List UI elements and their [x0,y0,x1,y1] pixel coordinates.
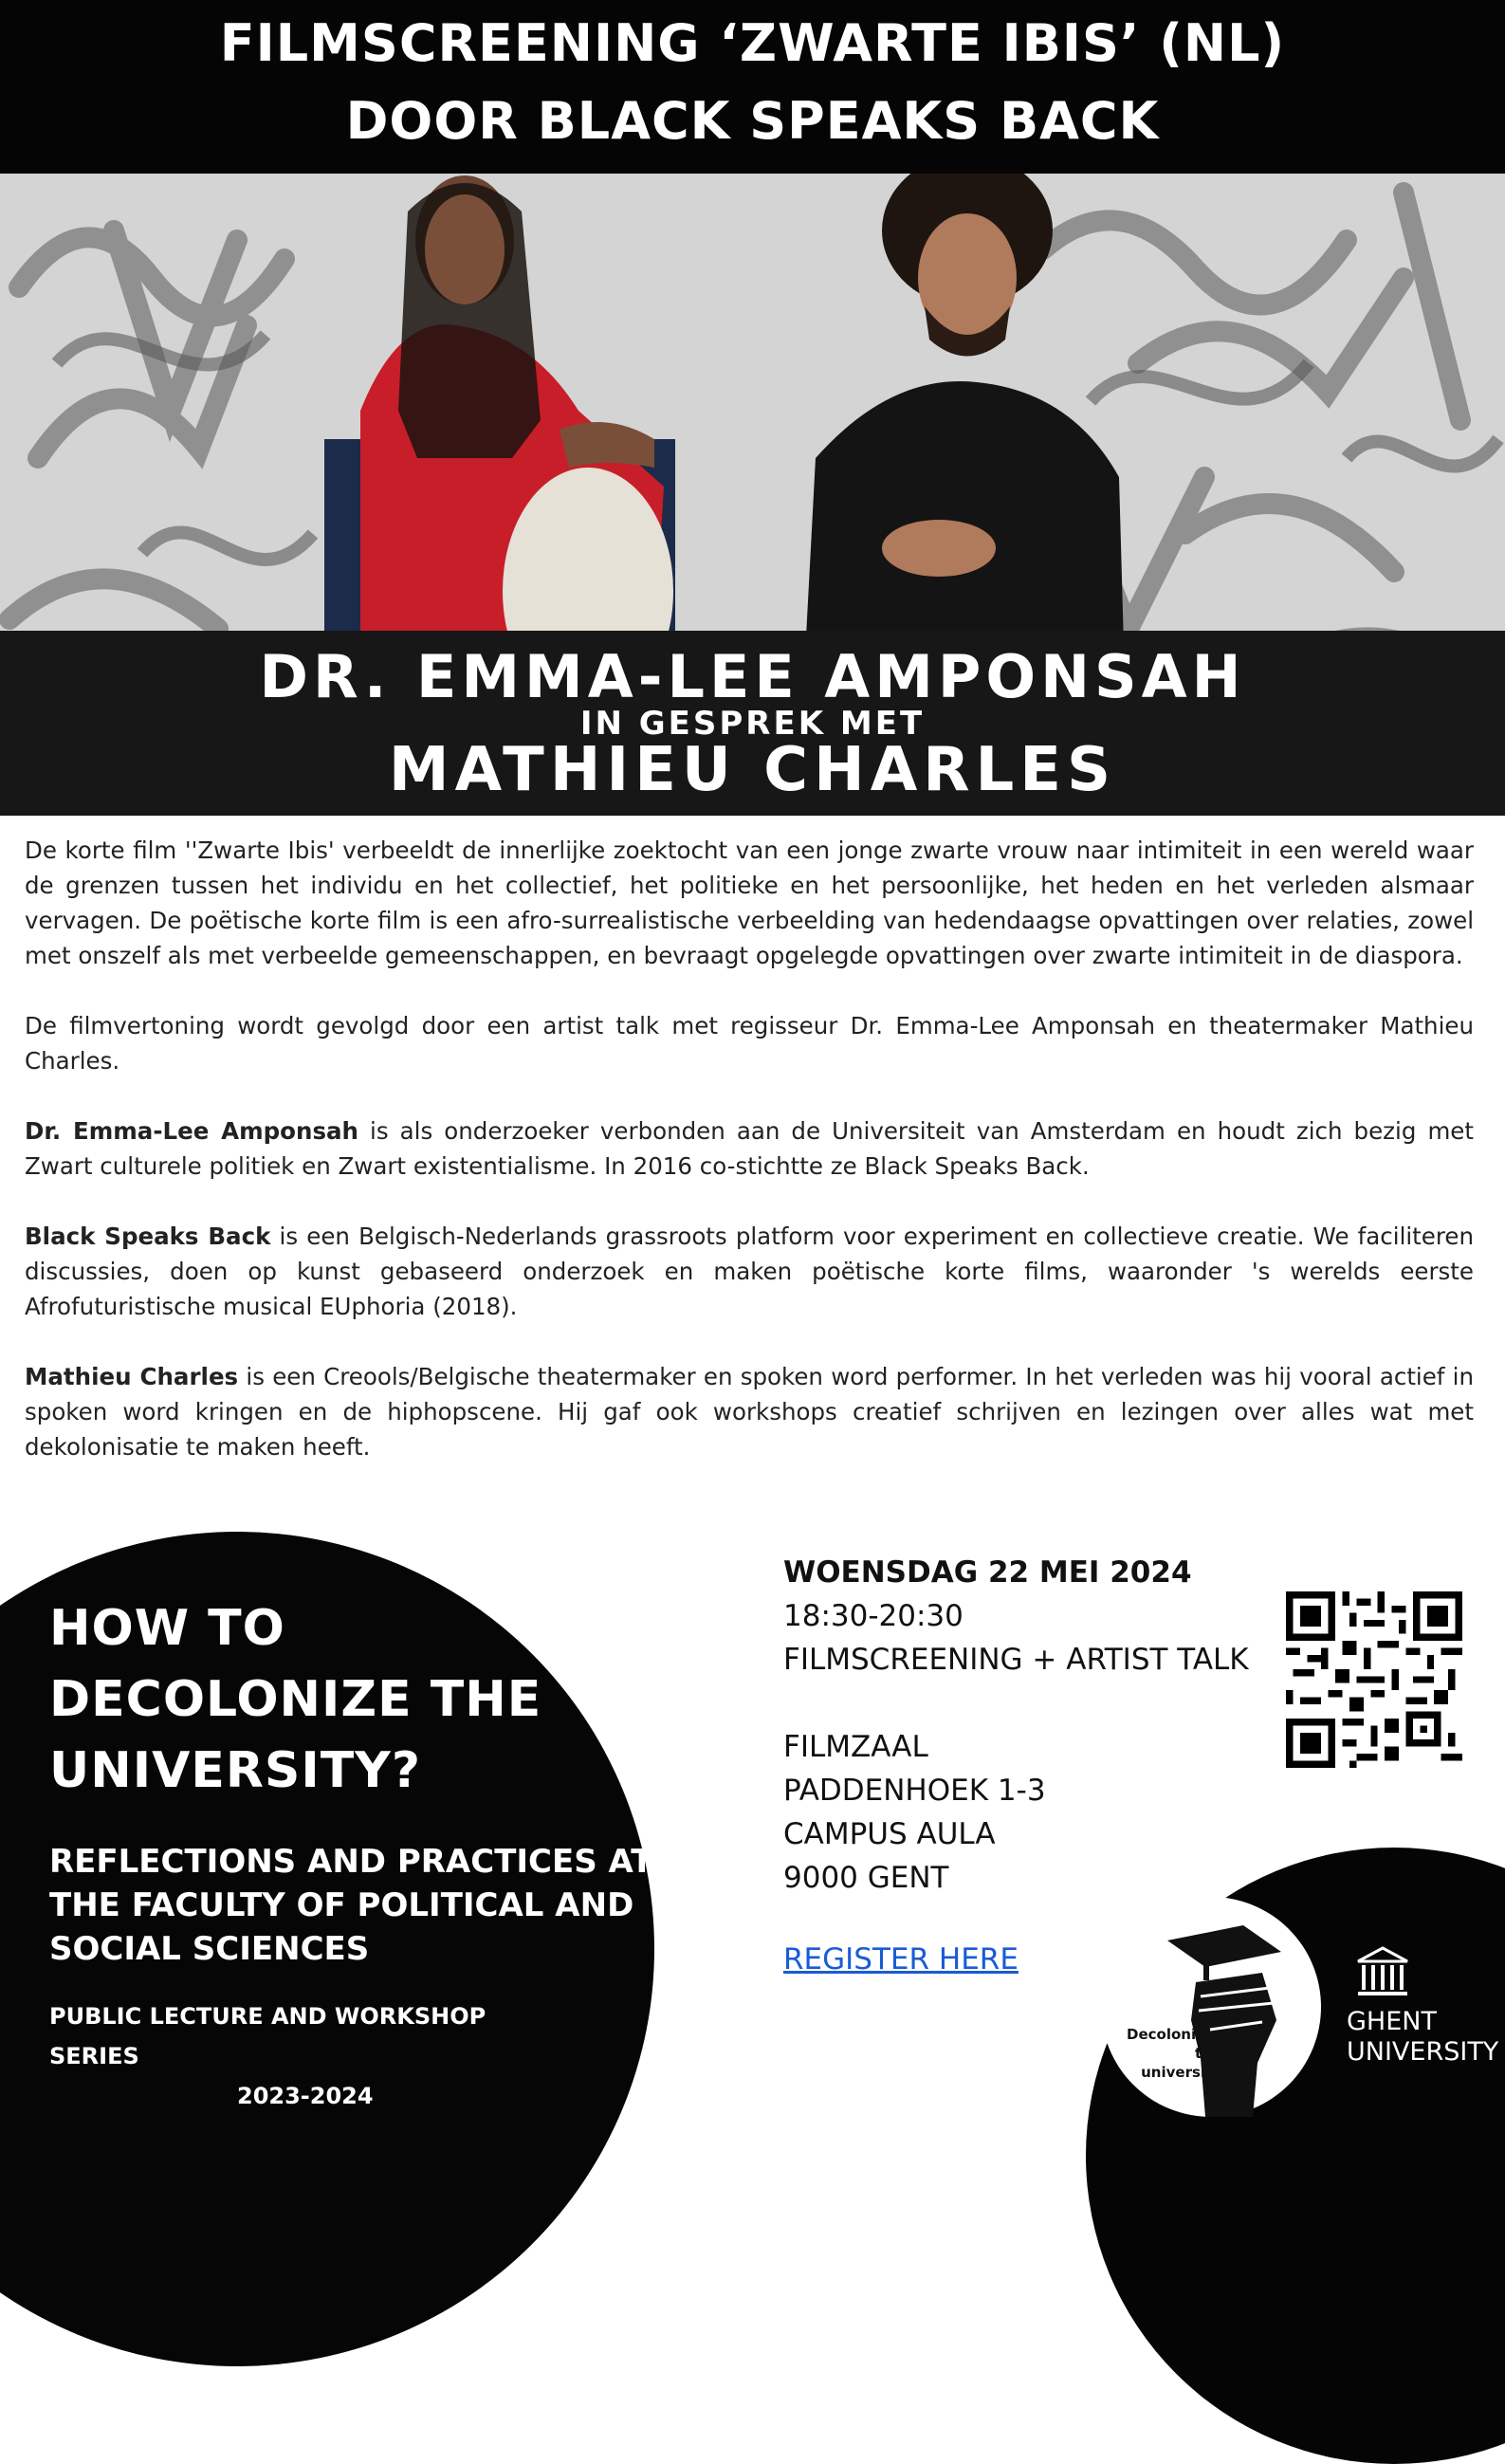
register-link[interactable]: REGISTER HERE [783,1942,1019,1977]
decolonizing-logo [1101,1897,1321,2117]
event-time: 18:30-20:30 [783,1599,964,1633]
ghent-line2: UNIVERSITY [1347,2037,1499,2067]
paragraph-charles [25,1359,1474,1464]
decol-line2: the [1194,2045,1221,2062]
header-banner [0,0,1505,174]
text-bsb: is een Belgisch-Nederlands grassroots platform voor experiment en collectieve creatie. We faciliteren discussies, doen op kunst gebaseerd onderzoek en maken poëtische korte films, waaronder 's werelds eerste Afrofuturistische musical EUphoria (2018). [25,1223,1474,1320]
text-amponsah: is als onderzoeker verbonden aan de Universiteit van Amsterdam en houdt zich bezig met Zwart culturele politiek en Zwart existentialisme. In 2016 co-stichtte ze Black Speaks Back. [25,1117,1474,1180]
speaker-name-1: DR. EMMA-LEE AMPONSAH [259,642,1246,711]
venue-line1: FILMZAAL [783,1730,928,1764]
event-description [25,833,1474,1499]
venue-line4: 9000 GENT [783,1861,949,1895]
paragraph-talk: De filmvertoning wordt gevolgd door een artist talk met regisseur Dr. Emma-Lee Amponsah en theatermaker Mathieu Charles. [25,1012,1474,1075]
text-charles: is een Creools/Belgische theatermaker en spoken word performer. In het verleden was hij vooral actief in spoken word kringen en de hiphopscene. Hij gaf ook workshops creatief schrijven en lezingen over alles wat met dekolonisatie te maken heeft. [25,1363,1475,1461]
bold-bsb: Black Speaks Back [25,1223,271,1250]
series-label-line2: 2023-2024 [237,2083,374,2109]
venue-line2: PADDENHOEK 1-3 [783,1774,1046,1808]
decolonizing-label [1127,2025,1230,2082]
series-title-line3: UNIVERSITY? [49,1742,421,1799]
paragraph-film: De korte film ''Zwarte Ibis' verbeeldt de innerlijke zoektocht van een jonge zwarte vrouw naar intimiteit in een wereld waar de grenzen tussen het individu en het collectief, het politieke en het persoonlijke, het heden en het verleden alsmaar vervagen. De poëtische korte film is een afro-surrealistische verbeelding van hedendaagse opvattingen over relaties, zowel met onszelf als met verbeelde gemeenschappen, en bevraagt opgelegde opvattingen over zwarte intimiteit in de diaspora. [25,837,1474,969]
spacer [783,1682,1249,1725]
series-subtitle [49,1840,652,1971]
paragraph-bsb [25,1219,1474,1324]
qr-code-icon[interactable] [1286,1591,1462,1768]
series-label [49,1996,580,2116]
ghent-university-logo [1347,1944,1499,2068]
speaker-name-2: MATHIEU CHARLES [388,735,1117,805]
series-sub-line2: THE FACULTY OF POLITICAL AND [49,1886,634,1924]
event-title-line1: FILMSCREENING ‘ZWARTE IBIS’ (NL) [219,13,1286,73]
decol-line3: university [1141,2064,1221,2081]
paragraph-amponsah [25,1113,1474,1184]
building-icon [1354,1944,1411,2001]
bold-amponsah: Dr. Emma-Lee Amponsah [25,1117,358,1145]
series-title-line2: DECOLONIZE THE [49,1671,542,1728]
event-date: WOENSDAG 22 MEI 2024 [783,1555,1192,1590]
series-label-line1: PUBLIC LECTURE AND WORKSHOP SERIES [49,2003,486,2069]
series-sub-line3: SOCIAL SCIENCES [49,1930,370,1968]
ghent-line1: GHENT [1347,2007,1437,2036]
event-type: FILMSCREENING + ARTIST TALK [783,1643,1249,1677]
series-sub-line1: REFLECTIONS AND PRACTICES AT [49,1843,653,1881]
decol-line1: Decolonizing [1127,2026,1230,2043]
event-title-line2: DOOR BLACK SPEAKS BACK [345,91,1160,151]
series-title [49,1593,541,1807]
event-info [783,1551,1249,1900]
bold-charles: Mathieu Charles [25,1363,239,1390]
venue-line3: CAMPUS AULA [783,1817,996,1851]
speakers-connector: IN GESPREK MET [579,705,926,743]
series-title-line1: HOW TO [49,1600,285,1657]
speakers-names-band [0,631,1505,816]
raised-fist-icon [1101,1897,1321,2117]
